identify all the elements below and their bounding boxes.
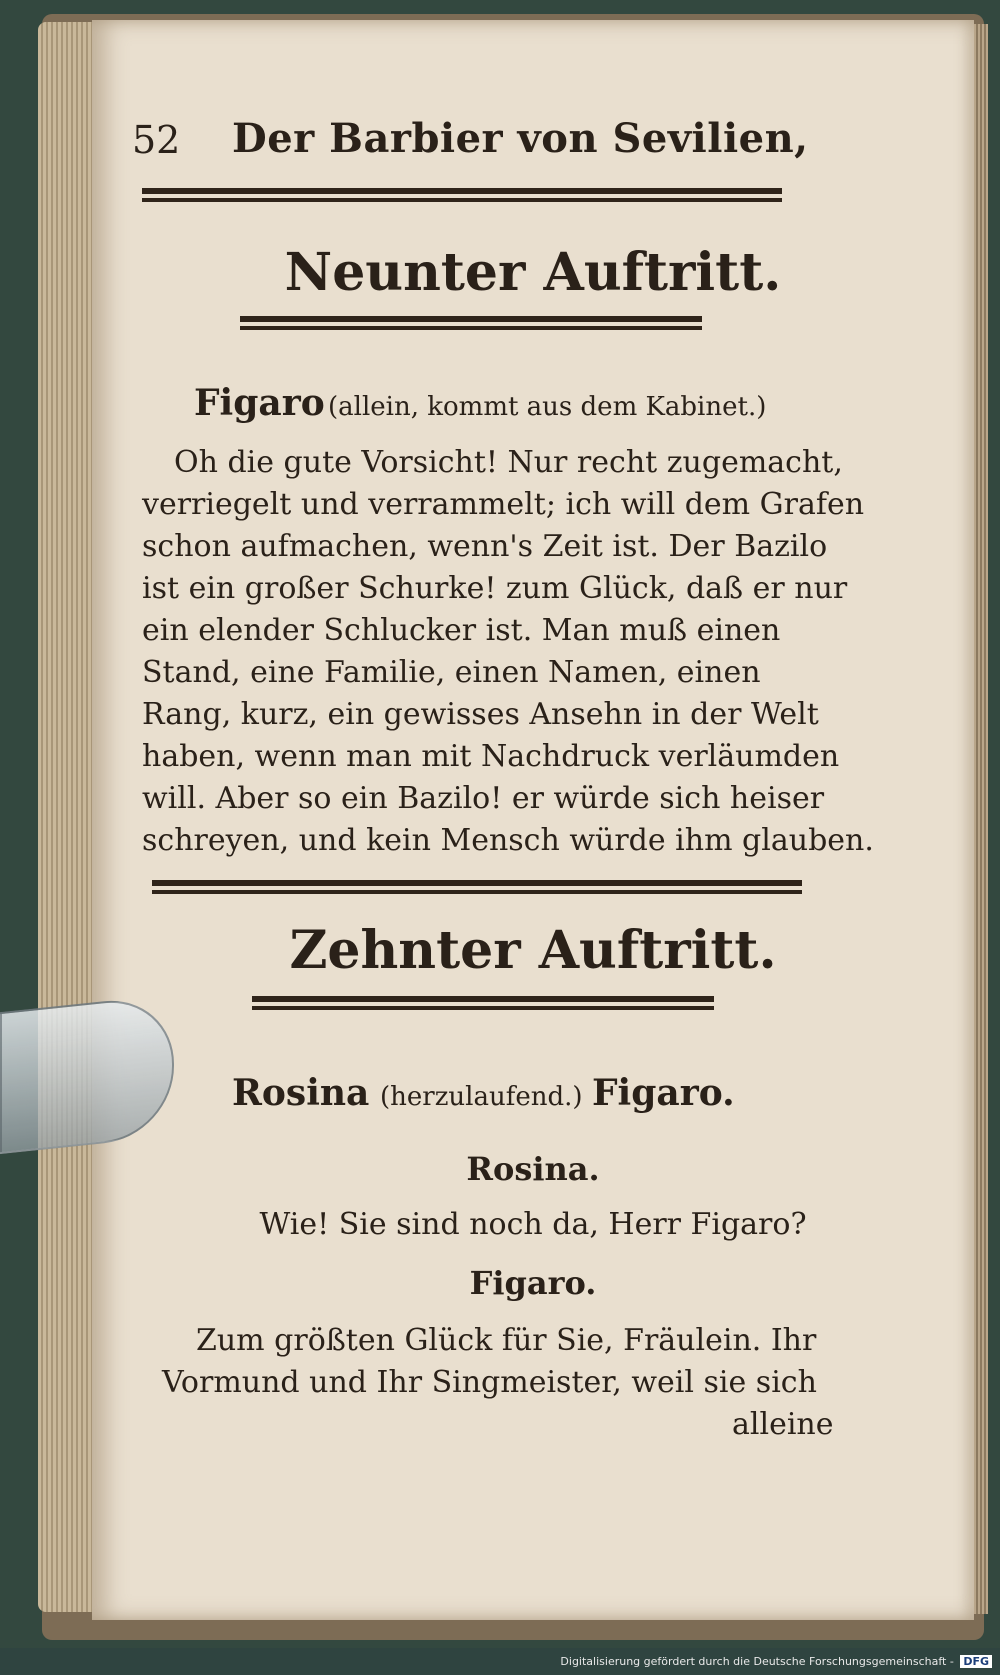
speech-line: schreyen, und kein Mensch würde ihm glauben. (142, 823, 874, 858)
speech-line: Zum größten Glück für Sie, Fräulein. Ihr (196, 1323, 817, 1358)
stage-direction: (herzulaufend.) (380, 1082, 583, 1112)
title-rule (240, 316, 702, 330)
speech-line: Oh die gute Vorsicht! Nur recht zugemacht, (174, 445, 843, 480)
speaker-name: Rosina (232, 1072, 370, 1114)
digitization-credit (560, 1655, 992, 1668)
book-page (92, 20, 974, 1620)
scene-title: Zehnter Auftritt. (289, 920, 777, 981)
page-number: 52 (132, 118, 181, 162)
speech-line: Rang, kurz, ein gewisses Ansehn in der Welt (142, 697, 819, 732)
running-head: Der Barbier von Sevilien, (232, 115, 809, 162)
dialogue-speaker: Figaro. (469, 1264, 597, 1302)
speech-line: Stand, eine Familie, einen Namen, einen (142, 655, 761, 690)
credit-text: Digitalisierung gefördert durch die Deutsche Forschungsgemeinschaft - (560, 1655, 954, 1668)
stage-direction: (allein, kommt aus dem Kabinet.) (328, 392, 767, 422)
dialogue-text: Wie! Sie sind noch da, Herr Figaro? (259, 1207, 807, 1242)
catchword: alleine (732, 1407, 834, 1442)
speech-line: will. Aber so ein Bazilo! er würde sich heiser (142, 781, 825, 816)
title-rule (252, 996, 714, 1010)
speaker-name: Figaro. (592, 1072, 735, 1114)
speech-line: haben, wenn man mit Nachdruck verläumden (142, 739, 840, 774)
ornamental-rule (152, 880, 802, 894)
speech-line: schon aufmachen, wenn's Zeit ist. Der Bazilo (142, 529, 828, 564)
speaker-name: Figaro (194, 382, 325, 424)
speech-line: Vormund und Ihr Singmeister, weil sie sich (162, 1365, 817, 1400)
scene-title: Neunter Auftritt. (284, 242, 782, 303)
speech-line: verriegelt und verrammelt; ich will dem Grafen (142, 487, 865, 522)
dialogue-speaker: Rosina. (466, 1150, 600, 1188)
dfg-logo: DFG (960, 1655, 992, 1668)
speech-line: ist ein großer Schurke! zum Glück, daß er nur (142, 571, 848, 606)
ornamental-rule (142, 188, 782, 202)
speech-line: ein elender Schlucker ist. Man muß einen (142, 613, 781, 648)
